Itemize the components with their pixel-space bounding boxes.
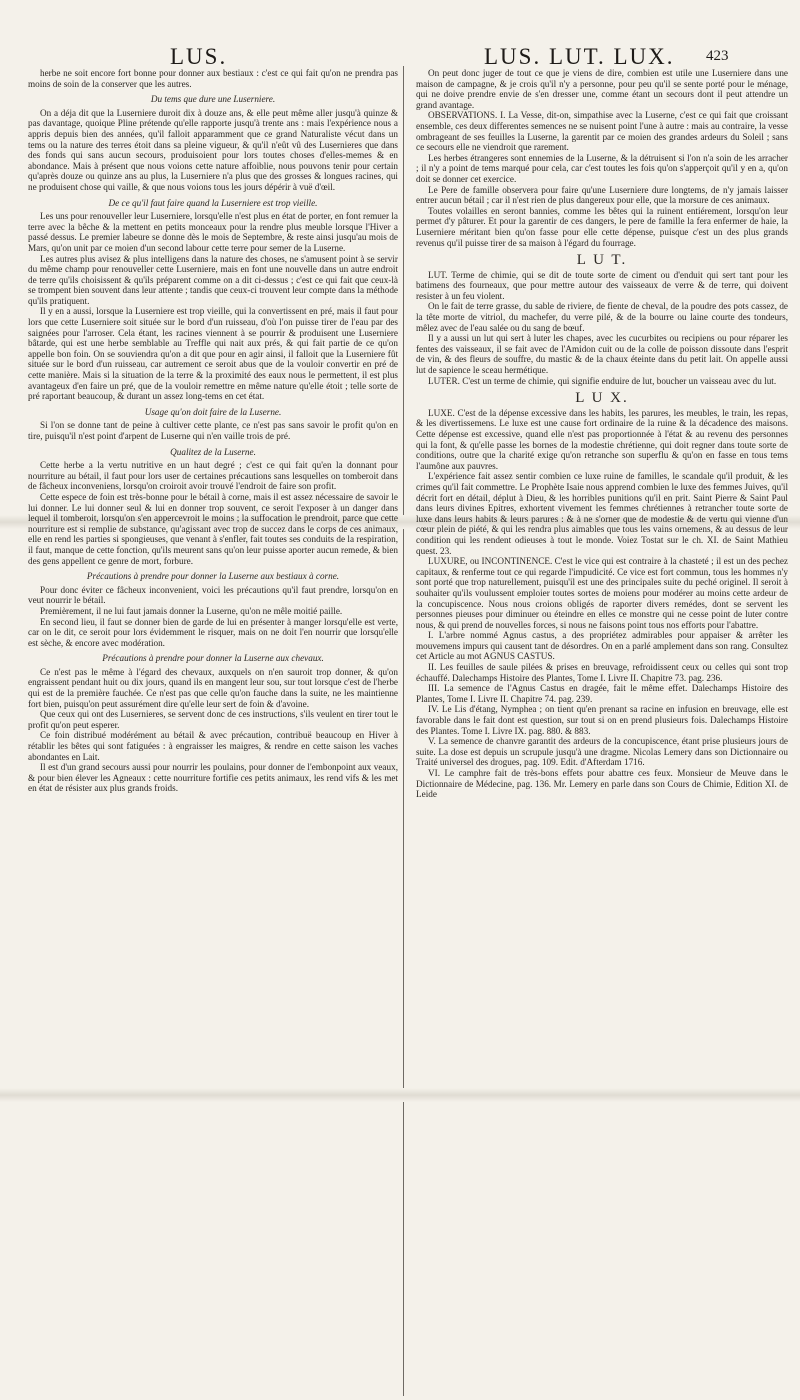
paragraph: LUXE. C'est de la dépense excessive dans les habits, les parures, les meubles, le train, les repas, & les divertissemens. Le luxe est une cause fort ordinaire de la ruine & la décadence des maisons. Cette dépense est excessive, quand elle n'est pas proportionnée à l'état & au revenu des personnes qui la font, & qu'elle passe les bornes de la modestie chrétienne, qui doit regner dans toute sorte de conditions, outre que la charité exige qu'on retranche son superflu & qu'on en fasse en tous tems l'aumône aux pauvres. (416, 407, 788, 471)
section-heading: L U X. (575, 390, 629, 407)
section-heading: L U T. (576, 252, 628, 269)
paragraph: Pour donc éviter ce fâcheux inconvenient, voici les précautions qu'il faut prendre, lorsqu'on en veut nourrir le bétail. (28, 584, 398, 606)
paragraph: Il est d'un grand secours aussi pour nourrir les poulains, pour donner de l'embonpoint aux veaux, & pour bien élever les Agneaux : cette nourriture fortifie ces petits animaux, les rend vifs & les met en état de résister aux plus grands froids. (28, 762, 398, 794)
paragraph: Les uns pour renouveller leur Luserniere, lorsqu'elle n'est plus en état de porter, en font remuer la terre avec la bêche & la mettent en petits monceaux pour la rendre plus meuble lorsque l'Hiver a passé dessus. Le premier labeure se donne dès le mois de Septembre, & reste ainsi jusqu'au mois de Mars, qu'on unit par ce moien d'un second labour cette terre pour semer de la Luserne. (28, 211, 398, 253)
running-head-left: LUS. (170, 44, 228, 69)
paragraph: herbe ne soit encore fort bonne pour donner aux bestiaux : c'est ce qui fait qu'on ne prendra pas moins de soin de la conserver que les autres. (28, 68, 398, 89)
subheading: De ce qu'il faut faire quand la Luserniere est trop vieille. (108, 197, 318, 208)
subheading: Usage qu'on doit faire de la Luserne. (144, 406, 282, 417)
paragraph: Ce n'est pas le même à l'égard des chevaux, auxquels on n'en sauroit trop donner, & qu'on engraissent pendant huit ou dix jours, quand ils en mangent leur sou, sur tout lorsque c'est de l'herbe qui est de la première fauchée. Ce n'est pas que celle qu'on fauche dans la suite, ne les maintienne fort bien, puisqu'on peut assurément dire qu'elle leur sert de foin & d'avoine. (28, 666, 398, 709)
paragraph: Les herbes étrangeres sont ennemies de la Luserne, & la détruisent si l'on n'a soin de les arracher ; il n'y a point de tems marqué pour cela, car c'est toutes les fois qu'on s'apperçoit qu'il y en a, qu'on doit se donner cet exercice. (416, 152, 788, 184)
subheading: Qualitez de la Luserne. (170, 446, 256, 457)
paragraph: Cette herbe a la vertu nutritive en un haut degré ; c'est ce qui fait qu'en la donnant pour nourriture au bétail, il faut pour lors user de certaines précautions sans lesquelles on tomberoit dans de fâcheux inconveniens, lorsqu'on croiroit avoir trouvé l'endroit de faire son profit. (28, 460, 398, 492)
page-number: 423 (706, 48, 729, 64)
subheading: Précautions à prendre pour donner la Luserne aux chevaux. (102, 653, 324, 664)
paragraph: On le fait de terre grasse, du sable de riviere, de fiente de cheval, de la poudre des pots cassez, de la tête morte de vitriol, du machefer, du verre pilé, & de la bourre ou laine courte des tondeurs, mêlez avec de l'eau salée ou du sang de bœuf. (416, 301, 788, 333)
paragraph: IV. Le Lis d'étang, Nymphea ; on tient qu'en prenant sa racine en infusion en breuvage, elle est favorable dans le fait dont est question, sur tout si on en prend plusieurs fois. Dalechamps Histoire des Plantes. Tome I. Livre IX. pag. 880. & 883. (416, 704, 788, 736)
paragraph: On a déja dit que la Luserniere duroit dix à douze ans, & elle peut même aller jusqu'à quinze & pas davantage, quoique Pline prétende qu'elle rapporte jusqu'à trente ans : mais l'expérience nous a appris depuis bien des années, qu'il falloit apparamment que ce grand Naturaliste vécut dans un tems ou la nature des terres étoit dans sa pleine vigueur, & qu'il n'eût vû des Lusernieres que dans des fonds qui sans aucun secours, produisoient pour lors toutes choses d'elles-memes & en abondance. Mais à présent que nous voions cette nature affoiblie, nous pouvons tenir pour certain qu'après douze ou quinze ans au plus, la Luserniere n'a plus que des grosses & longues racines, qui ne produisent chose qui vaille, & que nous voions tous les jours dépérir à vuë d'œil. (28, 107, 398, 192)
paragraph: On peut donc juger de tout ce que je viens de dire, combien est utile une Luserniere dans une maison de campagne, & je crois qu'il n'y a personne, pour peu qu'il se sente porté pour le ménage, qui ne doive prendre envie de s'en dresser une, comme étant un secours dont il peut attendre un grand avantage. (416, 68, 788, 110)
paragraph: Il y en a aussi, lorsque la Luserniere est trop vieille, qui la convertissent en pré, mais il faut pour lors que cette Luserniere soit située sur le bord d'un ruisseau, d'où l'on puisse tirer de l'eau par des saignées pour l'arroser. Cela étant, les racines viennent à se pourrir & produisent une Luserniere bâtarde, qui est une herbe semblable au Treffle qui nait aux prés, & qui fait partie de ce qu'on appelle bon foin. On se souviendra qu'on a dit que pour en agir ainsi, il falloit que la Luserniere fût située sur le bord d'un ruisseau, car autrement ce seroit abus que de la vouloir convertir en pré de cette manière. Mais si la situation de la terre & la proximité des eaux nous le permettent, il est plus avantageux d'en faire un pré, que de la vouloir remettre en même nature qu'elle étoit ; telle sorte de pré raportant beaucoup, & durant un assez long-tems en cet état. (28, 306, 398, 402)
paragraph: Premièrement, il ne lui faut jamais donner la Luserne, qu'on ne mêle moitié paille. (40, 605, 343, 616)
paragraph: Ce foin distribué modérément au bétail & avec précaution, contribuë beaucoup en Hiver à rétablir les bêtes qui sont fatiguées : à engraisser les maigres, & rendre en cette saison les vaches abondantes en Lait. (28, 730, 398, 762)
paragraph: Les autres plus avisez & plus intelligens dans la nature des choses, ne s'amusent point à se servir du même champ pour renouveller cette Luserniere, mais en font une nouvelle dans un autre endroit de terre qu'ils choisissent & qu'ils préparent comme on a dit ci-dessus ; c'est ce qui fait que ceux-là se trompent bien souvent dans leur attente ; tandis que ceux-ci trouvent leur compte dans la méthode qu'ils pratiquent. (28, 253, 398, 306)
paragraph: En second lieu, il faut se donner bien de garde de lui en présenter à manger lorsqu'elle est verte, car on le dit, ce seroit pour lors évidemment le risquer, mais on ne doit l'en nourrir que lorsqu'elle est sèche, & encore avec modération. (28, 616, 398, 648)
paragraph: LUT. Terme de chimie, qui se dit de toute sorte de ciment ou d'enduit qui sert tant pour les batimens des fourneaux, que pour mettre autour des vaisseaux de verre & de terre, qui doivent resister à un feu violent. (416, 269, 788, 301)
paragraph: Cette espece de foin est très-bonne pour le bétail à corne, mais il est assez nécessaire de savoir le lui donner. Le lui donner seul & lui en donner trop souvent, ce seroit l'exposer à un danger dans lequel il tomberoit, lorsqu'on s'en appercevroit le moins ; la suffocation le prendroit, parce que cette nourriture est si remplie de substance, qu'agissant avec trop de succez dans le corps de ces animaux, elle en rend les parties si spongieuses, que venant à s'enfler, fait toutes ses conduits de la respiration, il faut, manque de cette fonction, qu'ils meurent sans qu'on leur puisse aporter aucun remede, & bien des gens appellent ce genre de mort, forbure. (28, 491, 398, 566)
paragraph: II. Les feuilles de saule pilées & prises en breuvage, refroidissent ceux ou celles qui sont trop échauffé. Dalechamps Histoire des Plantes, Tome I. Livre II. Chapitre 73. pag. 236. (416, 662, 788, 683)
right-column (416, 68, 788, 1400)
paragraph: LUTER. C'est un terme de chimie, qui signifie enduire de lut, boucher un vaisseau avec du lut. (428, 375, 777, 386)
subheading: Du tems que dure une Luserniere. (150, 94, 276, 105)
paragraph: III. La semence de l'Agnus Castus en dragée, fait le même effet. Dalechamps Histoire des Plantes, Tome I. Livre II. Chapitre 74. pag. 239. (416, 683, 788, 704)
paragraph: L'expérience fait assez sentir combien ce luxe ruine de familles, le scandale qu'il produit, & les crimes qu'il fait commettre. Le Prophète Isaie nous apprend combien le luxe des femmes Juives, qu'il décrit fort en détail, déplut à Dieu, & les horribles punitions qu'il en prit. Saint Pierre & Saint Paul dans leurs divines Epitres, exhortent vivement les femmes chrétiennes à retrancher toute sorte de luxe dans leurs habits & leurs parures : & à ne s'orner que de modestie & de vertu qui vienne d'un cœur plein de piété, & qui les rendra plus aimables que tous les vains ornemens, & au dessus de leur condition qui les rendent odieuses à tout le monde. Voiez Tostat sur le ch. XI. de Saint Mathieu quest. 23. (416, 471, 788, 556)
paragraph: I. L'arbre nommé Agnus castus, a des propriétez admirables pour appaiser & arrêter les mouvemens impurs qui causent tant de désordres. On en a parlé amplement dans son rang. Consultez cet Article au mot AGNUS CASTUS. (416, 630, 788, 662)
paragraph: Le Pere de famille observera pour faire qu'une Luserniere dure longtems, de n'y jamais laisser entrer aucun bétail ; car il n'est rien de plus dangereux pour elle, que la morsure de ces animaux. (416, 184, 788, 206)
paragraph: Si l'on se donne tant de peine à cultiver cette plante, ce n'est pas sans savoir le profit qu'on en tire, puisqu'il n'est point d'arpent de Luserne qui n'en vaille trois de pré. (28, 420, 398, 441)
running-head-right: LUS. LUT. LUX. (484, 44, 675, 69)
column-rule (403, 66, 404, 1396)
paragraph: Que ceux qui ont des Lusernieres, se servent donc de ces instructions, s'ils veulent en tirer tout le profit qu'on peut esperer. (28, 709, 398, 730)
paragraph: V. La semence de chanvre garantit des ardeurs de la concupiscence, étant prise plusieurs jours de suite. La dose est depuis un scrupule jusqu'à une dragme. Nicolas Lemery dans son Dictionnaire ou Traité universel des drogues, pag. 109. Edit. d'Afterdam 1716. (416, 736, 788, 768)
left-column (28, 68, 398, 1400)
paragraph: Toutes volailles en seront bannies, comme les bêtes qui la ruinent entiérement, lorsqu'on leur permet d'y pâturer. Et pour la garentir de ces dangers, le pere de famille la fera enfermer de haie, la Luserniere méritant bien qu'on fasse pour elle cette dépense, puisque c'est un des plus grands revenus qu'il puisse tirer de sa maison à l'égard du fourrage. (416, 205, 788, 248)
paragraph: OBSERVATIONS. I. La Vesse, dit-on, simpathise avec la Luserne, c'est ce qui fait que croissant ensemble, ces deux differentes semences ne se nuisent point l'une à autre : mais au contraire, la vesse ombrageant de ses feuilles la Luserne, la garentit par ce moien des grandes ardeurs du Soleil ; sans ce secours elle ne viendroit que rarement. (416, 110, 788, 153)
paragraph: Il y a aussi un lut qui sert à luter les chapes, avec les cucurbites ou recipiens ou pour réparer les fentes des vaisseaux, il se fait avec de l'Amidon cuit ou de la colle de poisson dissoute dans l'esprit de vin, & des fleurs de souffre, du mastic & de la chaux éteinte dans du petit lait. On appelle aussi lut de sapience le sceau hermétique. (416, 333, 788, 376)
paragraph: VI. Le camphre fait de très-bons effets pour abattre ces feux. Monsieur de Meuve dans le Dictionnaire de Médecine, pag. 136. Mr. Lemery en parle dans son Cours de Chimie, Edition XI. de Leide (416, 768, 788, 800)
paragraph: LUXURE, ou INCONTINENCE. C'est le vice qui est contraire à la chasteté ; il est un des pechez capitaux, & renferme tout ce qui regarde l'impudicité. Ce vice est fort commun, tous les hommes n'y sont porté que trop naturellement, puisqu'il est une des principales suite du peché originel. Il seroit à souhaiter qu'ils voulussent emploier toutes sortes de moiens pour modérer au moins cette ardeur de la concupiscence. Nous nous croions obligés de raporter divers remédes, dont se servent les personnes pieuses pour diminuer ou éteindre en elles ce monstre qui ne cesse point de luter contre nous, & qui prend de nouvelles forces, si nous ne faisons point tous nos efforts pour l'abattre. (416, 556, 788, 630)
subheading: Précautions à prendre pour donner la Luserne aux bestiaux à corne. (86, 571, 340, 582)
